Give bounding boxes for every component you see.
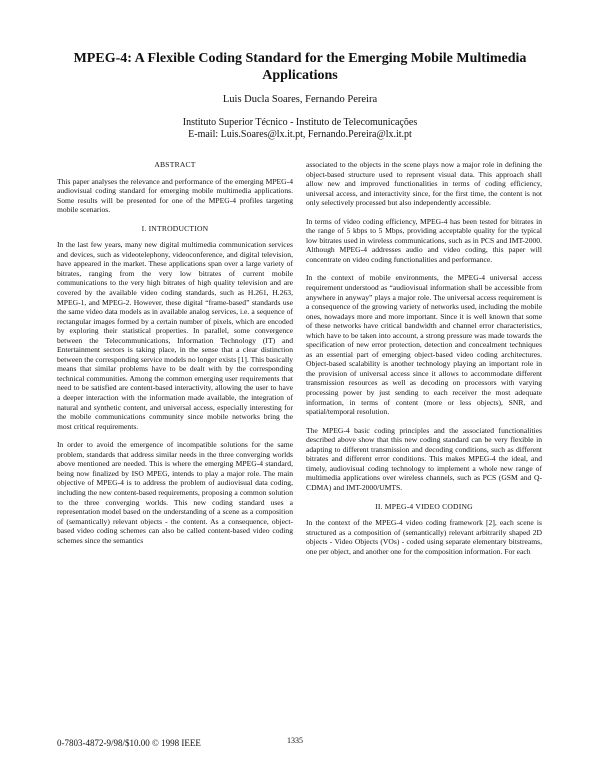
abstract-text: This paper analyses the relevance and performance of the emerging MPEG-4 audiovisual coding standard for emerging mobile multimedia applications. Some results will be presented for one of the MPEG-4 profiles targeting mobile scenarios. — [57, 176, 293, 215]
right-column — [306, 160, 542, 565]
right-paragraph-3: In the context of mobile environments, the MPEG-4 universal access requirement understood as “audiovisual information shall be accessible from anywhere in anyway” plays a major role. The universal access requirement is a consequence of the growing variety of networks used, including the mobile ones, nowadays more and more important. Since it is well known that some of these networks have critical bandwidth and channel error characteristics, which have to be taken into account, a strong pressure was made towards the specification of new error protection, detection and concealment techniques as an essential part of emerging object-based video coding architectures. Object-based scalability is another technology playing an important role in the provision of universal access since it allows to accommodate different transmission resources as well as decoding on processors with varying processing power by just sending to each receiver the most adequate information, in terms of content (more or less objects), SNR, and spatial/temporal resolution. — [306, 273, 542, 417]
section-2-paragraph-1: In the context of the MPEG-4 video coding framework [2], each scene is structured as a composition of (semantically) relevant arbitrarily shaped 2D objects - Video Objects (VOs) - coded using separate elementary bitstreams, one per object, and another one for the composition information. For each — [306, 518, 542, 556]
page-number: 1335 — [287, 736, 303, 745]
affiliation: Instituto Superior Técnico - Instituto de Telecomunicações — [182, 117, 418, 128]
abstract-heading: ABSTRACT — [154, 160, 196, 169]
introduction-heading: I. INTRODUCTION — [141, 223, 209, 233]
author-email: E-mail: Luis.Soares@lx.it.pt, Fernando.Pereira@lx.it.pt — [188, 129, 412, 140]
paper-authors: Luis Ducla Soares, Fernando Pereira — [222, 94, 378, 105]
affiliation-block — [40, 117, 560, 141]
right-paragraph-1: associated to the objects in the scene plays now a major role in defining the object-based structure used to represent visual data. This approach shall allow new and improved functionalities in terms of coding efficiency, universal access, and interactivity since, for the first time, the content is not only selectively processed but also independently accessible. — [306, 160, 542, 208]
left-column — [57, 160, 293, 554]
introduction-paragraph-2: In order to avoid the emergence of incompatible solutions for the same problem, standards that address similar needs in the three converging worlds above mentioned are needed. This is where the emerging MPEG-4 standard, being now finalized by ISO MPEG, intends to play a major role. The main objective of MPEG-4 is to address the problem of audiovisual data coding, including the new content-based requirements, proposing a common solution to the three converging worlds. This new coding standard uses a representation model based on the understanding of a scene as a composition of (semantically) relevant objects - the content. As a consequence, object-based video coding schemes can also be called content-based video coding schemes since the semantics — [57, 440, 293, 545]
paper-title: MPEG-4: A Flexible Coding Standard for the Emerging Mobile Multimedia Applications — [73, 51, 527, 83]
section-2-heading: II. MPEG-4 VIDEO CODING — [375, 501, 473, 511]
right-paragraph-4: The MPEG-4 basic coding principles and the associated functionalities described above show that this new coding standard can be very flexible in adapting to different transmission and decoding conditions, such as different bitrates and different error conditions. This makes MPEG-4 the ideal, and timely, audiovisual coding technology to implement a whole new range of multimedia applications over wireless channels, such as PCS (GSM and Q-CDMA) and IMT-2000/UMTS. — [306, 425, 542, 492]
right-paragraph-2: In terms of video coding efficiency, MPEG-4 has been tested for bitrates in the range of 5 kbps to 5 Mbps, providing acceptable quality for the typical low bitrates used in wireless communications, such as in PCS and IMT-2000. Although MPEG-4 addresses audio and video coding, this paper will concentrate on video coding functionalities and performance. — [306, 216, 542, 264]
introduction-paragraph-1: In the last few years, many new digital multimedia communication services and devices, such as videotelephony, videoconference, and digital television, have appeared in the market. These applications span over a large variety of bitrates, ranging from the very low bitrates of current mobile communications to the very high bitrates of high quality television and are covered by the available video coding standards, such as H.261, H.263, MPEG-1, and MPEG-2. However, these digital “frame-based” standards use the same video data models as in available analog services, i.e. a sequence of rectangular images formed by a certain number of pixels, which are encoded by exploring their statistical properties. In parallel, some convergence between the Telecommunications, Information Technology (IT) and Entertainment sectors is taking place, in the sense that a clear distinction between the corresponding service models no longer exists [1]. This basically means that similar problems have to be dealt with by the corresponding technical communities. Among the common emerging user requirements that need to be satisfied are content-based interactivity, allowing the user to have a deeper interaction with the information made available, the integration of natural and synthetic content, and universal access, especially interesting for the mobile communications community since mobile networks bring the most critical requirements. — [57, 240, 293, 431]
copyright-line: 0-7803-4872-9/98/$10.00 © 1998 IEEE — [57, 738, 201, 748]
